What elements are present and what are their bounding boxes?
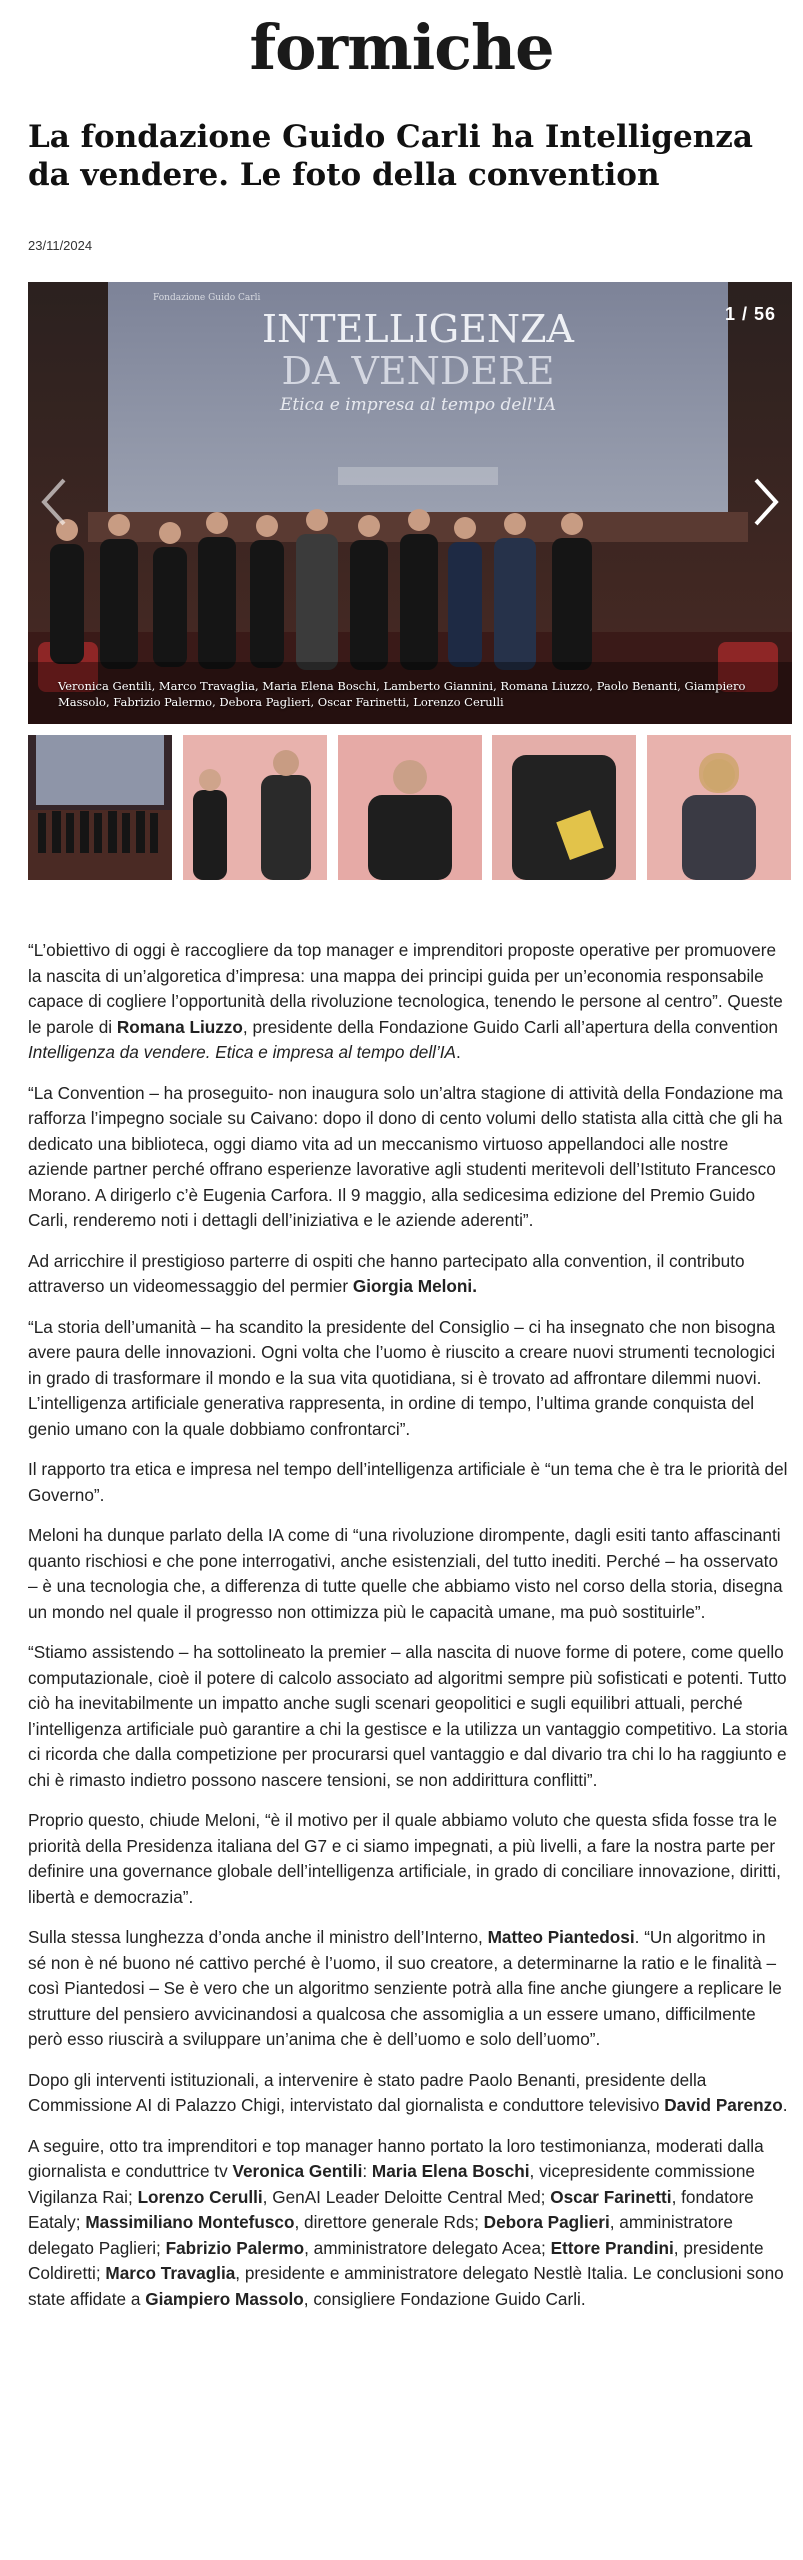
- paragraph: “Stiamo assistendo – ha sottolineato la premier – alla nascita di nuove forme di potere, come quello computazionale, cioè il potere di calcolo associato ad algoritmi sempre più sofisticati e potenti. Tutto ciò ha inevitabilmente un impatto anche sugli scenari geopolitici e sugli equilibri attuali, perché l’intelligenza artificiale può garantire a chi la gestisce e la utilizza un vantaggio competitivo. La storia ci ricorda che dalla competizione per procurarsi quel vantaggio e dal divario tra chi lo ha raggiunto e chi è rimasto indietro possono nascere tensioni, se non addirittura conflitti”.: [28, 1642, 788, 1790]
- gallery-thumbnails: [28, 735, 792, 880]
- thumbnail-image: [492, 735, 636, 880]
- chevron-left-icon: [34, 472, 74, 532]
- thumbnail-3[interactable]: [338, 735, 483, 880]
- paragraph: A seguire, otto tra imprenditori e top manager hanno portato la loro testimonianza, moderati dalla giornalista e conduttrice tv Veronica Gentili: Maria Elena Boschi, vicepresidente commissione Vigilanza Rai; Lorenzo Cerulli, GenAI Leader Deloitte Central Med; Oscar Farinetti, fondatore Eataly; Massimiliano Montefusco, direttore generale Rds; Debora Paglieri, amministratore delegato Paglieri; Fabrizio Palermo, amministratore delegato Acea; Ettore Prandini, presidente Coldiretti; Marco Travaglia, presidente e amministratore delegato Nestlè Italia. Le conclusioni sono state affidate a Giampiero Massolo, consigliere Fondazione Guido Carli.: [28, 2135, 784, 2309]
- thumbnail-image: [338, 735, 482, 880]
- photo-gallery[interactable]: [28, 282, 792, 724]
- paragraph: Proprio questo, chiude Meloni, “è il motivo per il quale abbiamo voluto che questa sfida fosse tra le priorità della Presidenza italiana del G7 e ci siamo impegnati, a più livelli, a fare la nostra parte per definire una governance globale dell’intelligenza artificiale, in grado di conciliare innovazione, diritti, libertà e democrazia”.: [28, 1810, 781, 1907]
- gallery-photo: [28, 282, 792, 724]
- article-body: [28, 938, 788, 2327]
- paragraph: Sulla stessa lunghezza d’onda anche il ministro dell’Interno, Matteo Piantedosi. “Un algoritmo in sé non è né buono né cattivo perché è l’uomo, il suo creatore, a determinarne la ratio e le finalità – così Piantedosi – Se è vero che un algoritmo senziente potrà alla fine anche giungere a replicare le strutture del pensiero avvicinandosi a qualcosa che assomiglia a un essere umano, difficilmente però esso riuscirà a sviluppare un’anima che è dell’uomo e solo dell’uomo”.: [28, 1927, 782, 2049]
- paragraph: Meloni ha dunque parlato della IA come di “una rivoluzione dirompente, dagli esiti tanto affascinanti quanto rischiosi e che pone interrogativi, anche esistenziali, del tutto inediti. Perché – ha osservato – è una tecnologia che, a differenza di tutte quelle che abbiamo visto nel corso della storia, disegna un mondo nel quale il progresso non ottimizza più le capacità umane, ma può sostituirle”.: [28, 1525, 783, 1622]
- thumbnail-5[interactable]: [647, 735, 792, 880]
- paragraph: Dopo gli interventi istituzionali, a intervenire è stato padre Paolo Benanti, presidente della Commissione AI di Palazzo Chigi, intervistato dal giornalista e conduttore televisivo David Parenzo.: [28, 2069, 788, 2115]
- slide-caption: Veronica Gentili, Marco Travaglia, Maria Elena Boschi, Lamberto Giannini, Romana Liuzzo, Paolo Benanti, Giampiero Massolo, Fabrizio Palermo, Debora Paglieri, Oscar Farinetti, Lorenzo Cerulli: [58, 679, 746, 709]
- slide-brand: Fondazione Guido Carli: [153, 293, 261, 303]
- slide-title-1: INTELLIGENZA: [261, 307, 575, 351]
- thumbnail-image: [28, 735, 172, 880]
- slide-title-3: Etica e impresa al tempo dell'IA: [279, 395, 557, 415]
- person-name: Matteo Piantedosi: [487, 1927, 635, 1947]
- paragraph: “L’obiettivo di oggi è raccogliere da top manager e imprenditori proposte operative per promuovere la nascita di un’algoretica d’impresa: una mappa dei principi guida per un’economia responsabile capace di cogliere l’opportunità della rivoluzione tecnologica, tenendo le persone al centro”. Queste le parole di Romana Liuzzo, presidente della Fondazione Guido Carli all’apertura della convention Intelligenza da vendere. Etica e impresa al tempo dell’IA.: [28, 940, 783, 1062]
- person-name: Giorgia Meloni.: [352, 1276, 477, 1296]
- previous-slide-button[interactable]: [34, 472, 74, 532]
- article-title: La fondazione Guido Carli ha Intelligenza da vendere. Le foto della convention: [28, 119, 753, 193]
- slide-title-2: DA VENDERE: [281, 349, 555, 393]
- slide-counter: 1 / 56: [724, 304, 776, 324]
- thumbnail-4[interactable]: [492, 735, 637, 880]
- article-date: 23/11/2024: [28, 238, 93, 253]
- chevron-right-icon: [746, 472, 786, 532]
- person-name: Romana Liuzzo: [116, 1016, 243, 1037]
- thumbnail-2[interactable]: [183, 735, 328, 880]
- paragraph: Il rapporto tra etica e impresa nel tempo dell’intelligenza artificiale è “un tema che è tra le priorità del Governo”.: [28, 1459, 788, 1505]
- paragraph: “La storia dell’umanità – ha scandito la presidente del Consiglio – ci ha insegnato che non bisogna avere paura delle innovazioni. Ogni volta che l’uomo è riuscito a creare nuovi strumenti tecnologici in grado di trasformare il mondo e la sua vita quotidiana, si è trovato ad affrontare dilemmi nuovi. L’intelligenza artificiale generativa rappresenta, in ordine di tempo, l’ultima grande conquista del genio umano con la quale dobbiamo confrontarci”.: [28, 1316, 776, 1439]
- site-logo[interactable]: formiche: [249, 11, 554, 84]
- thumbnail-image: [647, 735, 791, 880]
- paragraph: Ad arricchire il prestigioso parterre di ospiti che hanno partecipato alla convention, il contributo attraverso un videomessaggio del permier Giorgia Meloni.: [28, 1250, 745, 1296]
- next-slide-button[interactable]: [746, 472, 786, 532]
- event-title: Intelligenza da vendere. Etica e impresa al tempo dell’IA: [28, 1042, 457, 1062]
- paragraph: “La Convention – ha proseguito- non inaugura solo un’altra stagione di attività della Fondazione ma rafforza l’impegno sociale su Caivano: dopo il dono di cento volumi dello statista alla città che gli ha dedicato una biblioteca, oggi diamo vita ad un meccanismo virtuoso appellandoci alle nostre aziende partner perché offrano esperienze lavorative agli studenti meritevoli dell’Istituto Francesco Morano. A dirigerlo c’è Eugenia Carfora. Il 9 maggio, alla sedicesima edizione del Premio Guido Carli, renderemo noti i dettagli dell’iniziativa e le aziende aderenti”.: [28, 1082, 783, 1230]
- thumbnail-image: [183, 735, 327, 880]
- person-name: David Parenzo: [664, 2095, 783, 2115]
- thumbnail-1[interactable]: [28, 735, 173, 880]
